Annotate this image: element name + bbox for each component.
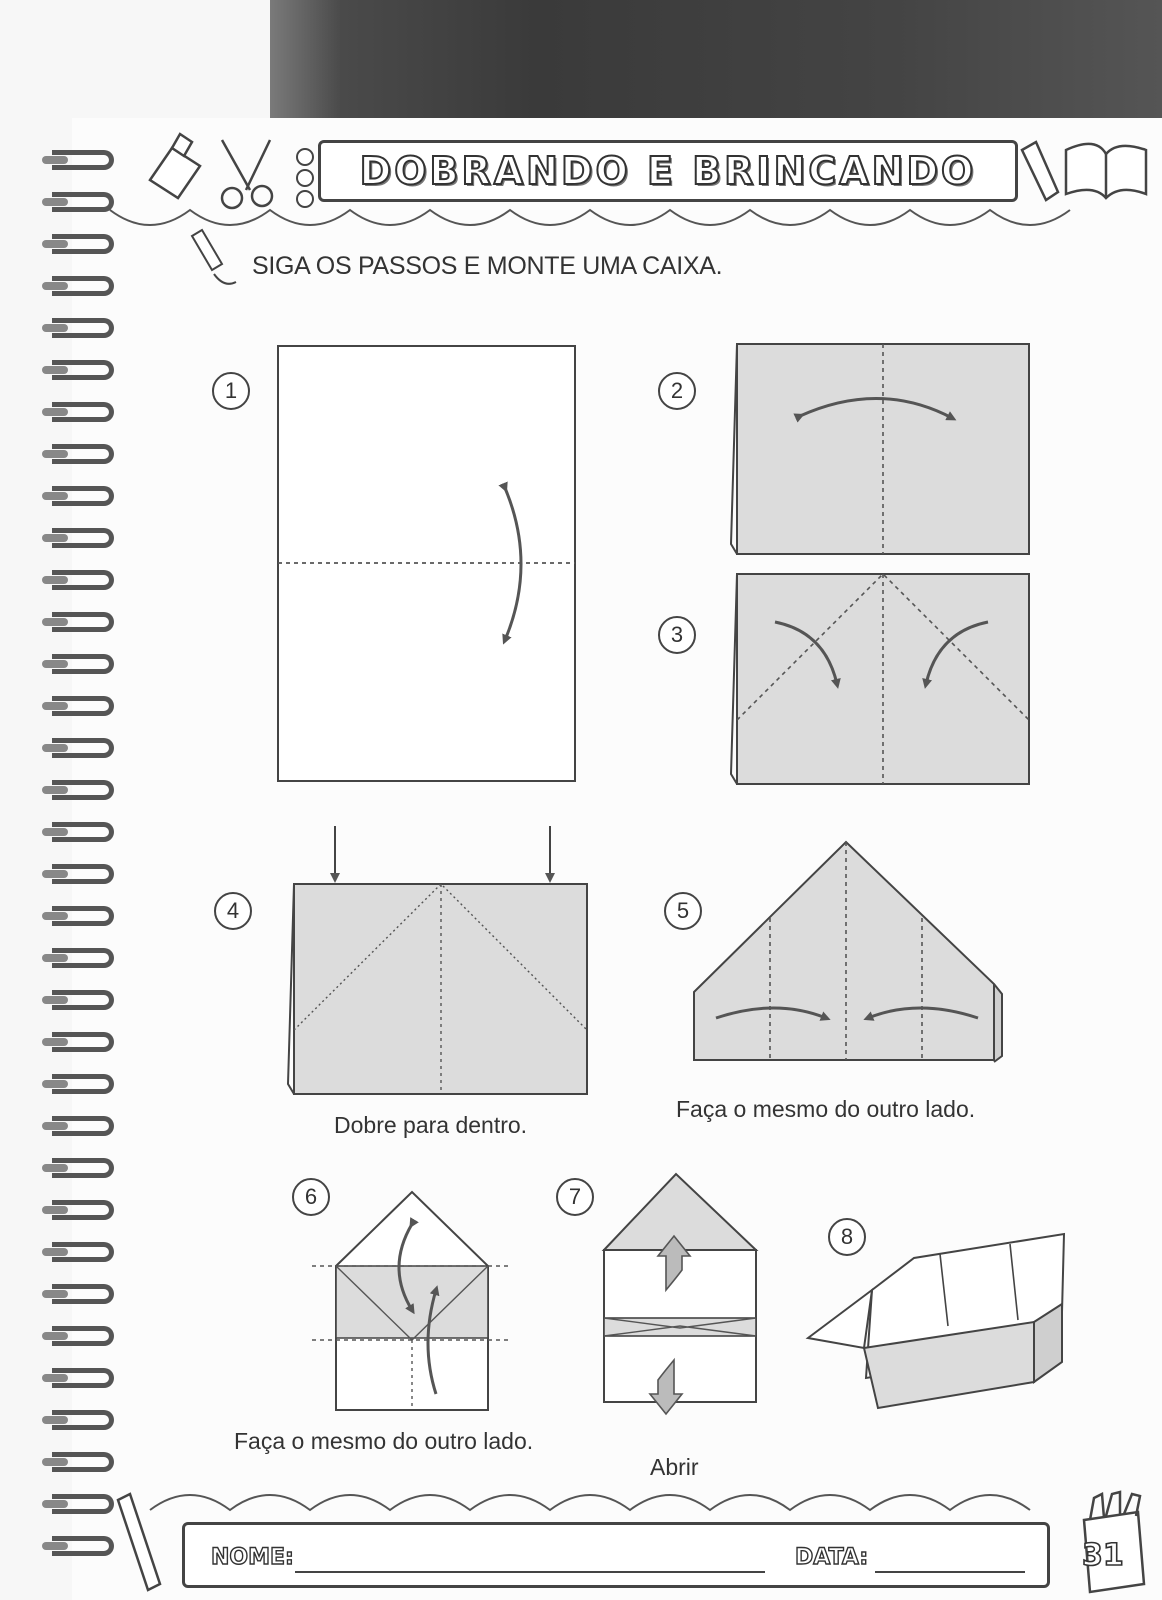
header-scallop-border <box>110 210 1070 225</box>
banner-binder-rings <box>296 148 318 204</box>
step-5-diagram <box>694 842 1002 1062</box>
binder-ring <box>296 148 314 166</box>
step-5-caption: Faça o mesmo do outro lado. <box>676 1096 976 1122</box>
glue-bottle-icon <box>150 134 200 198</box>
step-4-caption: Dobre para dentro. <box>334 1112 528 1138</box>
step-number-3: 3 <box>658 616 696 654</box>
book-icon <box>1066 144 1146 198</box>
step-4-diagram <box>288 826 587 1094</box>
step-8-diagram <box>808 1234 1064 1408</box>
step-1-diagram <box>278 346 575 781</box>
step-number-1: 1 <box>212 372 250 410</box>
instruction-pencil-icon <box>192 230 236 284</box>
binder-ring <box>296 190 314 208</box>
step-2-diagram <box>731 344 1029 554</box>
title-banner <box>318 140 1018 202</box>
step-number-7: 7 <box>556 1178 594 1216</box>
pencil-icon <box>1022 142 1058 200</box>
page-number: 31 <box>1082 1538 1124 1573</box>
date-label: DATA: <box>795 1545 869 1570</box>
binder-ring <box>296 169 314 187</box>
scissors-icon <box>222 140 272 208</box>
step-6-caption: Faça o mesmo do outro lado. <box>234 1428 534 1454</box>
footer-scallop-border <box>150 1495 1030 1510</box>
step-number-2: 2 <box>658 372 696 410</box>
step-7-diagram <box>604 1174 756 1414</box>
step-7-caption: Abrir <box>650 1454 699 1480</box>
step-3-diagram <box>731 574 1029 784</box>
step-number-5: 5 <box>664 892 702 930</box>
page-title: DOBRANDO E BRINCANDO <box>359 149 977 193</box>
step-number-8: 8 <box>828 1218 866 1256</box>
step-number-6: 6 <box>292 1178 330 1216</box>
name-line[interactable] <box>295 1571 765 1573</box>
name-label: NOME: <box>211 1545 294 1570</box>
step-6-diagram <box>312 1192 508 1410</box>
name-date-box <box>182 1522 1050 1588</box>
instruction-text: SIGA OS PASSOS E MONTE UMA CAIXA. <box>252 252 723 280</box>
date-line[interactable] <box>875 1571 1025 1573</box>
step-number-4: 4 <box>214 892 252 930</box>
